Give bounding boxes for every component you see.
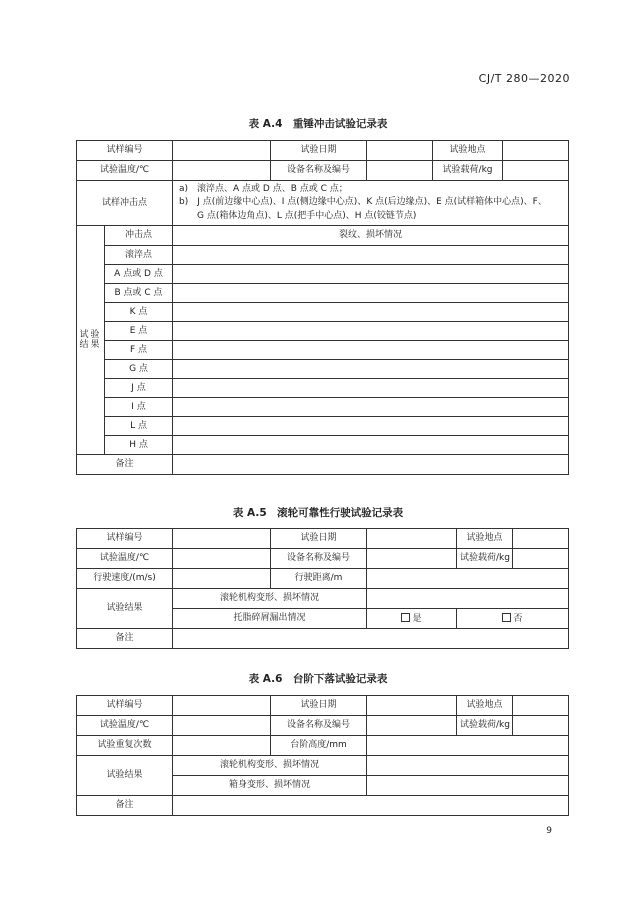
- table-row: [77, 246, 569, 265]
- table-row: [77, 716, 569, 736]
- value-cell: [503, 161, 569, 181]
- label-body-damage: 箱身变形、损坏情况: [173, 776, 367, 796]
- value-cell: [173, 736, 271, 756]
- label-debris-leak: 托脂碎屑漏出情况: [173, 609, 367, 629]
- table-row: [77, 629, 569, 649]
- value-cell: [173, 303, 569, 322]
- impact-note-b-cont: G 点(箱体边角点)、L 点(把手中心点)、H 点(铰链节点): [179, 210, 417, 221]
- label-remark: 备注: [77, 796, 173, 816]
- table-a4-caption: 表 A.4 重锤冲击试验记录表: [248, 118, 388, 130]
- impact-point-label: J 点: [105, 379, 173, 398]
- table-row: [77, 398, 569, 417]
- value-cell: [173, 141, 271, 161]
- value-cell: [173, 398, 569, 417]
- table-row: [77, 569, 569, 589]
- label-test-date: 试验日期: [271, 529, 367, 549]
- value-cell: [367, 776, 569, 796]
- label-test-site: 试验地点: [457, 696, 513, 716]
- value-cell: [367, 589, 569, 609]
- value-cell: [513, 696, 569, 716]
- value-cell: [367, 549, 457, 569]
- value-cell: [173, 629, 569, 649]
- value-cell: [173, 417, 569, 436]
- label-test-temperature: 试验温度/℃: [77, 161, 173, 181]
- value-cell: [367, 529, 457, 549]
- label-test-load: 试验载荷/kg: [457, 549, 513, 569]
- value-cell: [173, 379, 569, 398]
- page-number: 9: [546, 826, 552, 836]
- label-equipment: 设备名称及编号: [271, 161, 367, 181]
- label-test-result: 试验结果: [77, 589, 173, 629]
- column-header-impact-point: 冲击点: [105, 226, 173, 246]
- label-test-temperature: 试验温度/℃: [77, 549, 173, 569]
- table-row: [77, 756, 569, 776]
- checkbox-icon: [502, 613, 511, 622]
- value-cell: [367, 696, 457, 716]
- label-equipment: 设备名称及编号: [271, 716, 367, 736]
- label-equipment: 设备名称及编号: [271, 549, 367, 569]
- standard-number: CJ/T 280—2020: [478, 72, 570, 85]
- label-sample-no: 试样编号: [77, 529, 173, 549]
- label-sample-no: 试样编号: [77, 141, 173, 161]
- table-row: [77, 589, 569, 609]
- table-row: [77, 455, 569, 475]
- impact-point-label: I 点: [105, 398, 173, 417]
- value-cell: [173, 696, 271, 716]
- table-row: [77, 322, 569, 341]
- table-a4: [76, 140, 569, 475]
- value-cell: [173, 360, 569, 379]
- label-impact-points: 试样冲击点: [77, 181, 173, 226]
- value-cell: [367, 736, 569, 756]
- value-cell: [173, 284, 569, 303]
- label-test-site: 试验地点: [457, 529, 513, 549]
- value-cell: [367, 141, 433, 161]
- option-no-label: 否: [513, 613, 523, 624]
- value-cell: [513, 549, 569, 569]
- impact-point-label: 滚淬点: [105, 246, 173, 265]
- label-remark: 备注: [77, 629, 173, 649]
- table-row: [77, 436, 569, 455]
- value-cell: [173, 265, 569, 284]
- impact-note-b: b) J 点(前边缘中心点)、I 点(侧边缘中心点)、K 点(后边缘点)、E 点(试样箱体中心点)、F、: [179, 197, 547, 208]
- option-yes: [367, 609, 457, 629]
- value-cell: [173, 455, 569, 475]
- value-cell: [173, 322, 569, 341]
- label-test-load: 试验载荷/kg: [457, 716, 513, 736]
- impact-note-a: a) 滚淬点、A 点或 D 点、B 点或 C 点；: [179, 184, 348, 195]
- label-wheel-damage: 滚轮机构变形、损坏情况: [173, 589, 367, 609]
- table-row: [77, 181, 569, 226]
- impact-point-label: B 点或 C 点: [105, 284, 173, 303]
- value-cell: [367, 756, 569, 776]
- value-cell: [173, 529, 271, 549]
- label-test-result: 试验结果: [77, 226, 105, 455]
- table-row: [77, 360, 569, 379]
- table-a6: [76, 695, 569, 816]
- label-wheel-damage: 滚轮机构变形、损坏情况: [173, 756, 367, 776]
- value-cell: [367, 569, 569, 589]
- table-row: [77, 796, 569, 816]
- value-cell: [503, 141, 569, 161]
- impact-point-label: A 点或 D 点: [105, 265, 173, 284]
- impact-point-label: G 点: [105, 360, 173, 379]
- table-a5-caption: 表 A.5 滚轮可靠性行驶试验记录表: [232, 507, 404, 519]
- impact-point-label: E 点: [105, 322, 173, 341]
- impact-points-description: [173, 181, 569, 226]
- label-test-temperature: 试验温度/℃: [77, 716, 173, 736]
- table-row: [77, 303, 569, 322]
- label-remark: 备注: [77, 455, 173, 475]
- table-row: [77, 696, 569, 716]
- value-cell: [173, 549, 271, 569]
- value-cell: [173, 436, 569, 455]
- label-test-result: 试验结果: [77, 756, 173, 796]
- label-test-date: 试验日期: [271, 696, 367, 716]
- value-cell: [173, 716, 271, 736]
- table-row: [77, 141, 569, 161]
- value-cell: [173, 569, 271, 589]
- checkbox-icon: [401, 613, 410, 622]
- label-travel-speed: 行驶速度/(m/s): [77, 569, 173, 589]
- impact-point-label: F 点: [105, 341, 173, 360]
- label-travel-distance: 行驶距离/m: [271, 569, 367, 589]
- value-cell: [173, 161, 271, 181]
- table-row: [77, 284, 569, 303]
- table-a5: [76, 528, 569, 649]
- label-test-load: 试验载荷/kg: [433, 161, 503, 181]
- label-sample-no: 试样编号: [77, 696, 173, 716]
- impact-point-label: K 点: [105, 303, 173, 322]
- value-cell: [173, 796, 569, 816]
- table-row: [77, 226, 569, 246]
- value-cell: [513, 529, 569, 549]
- table-row: [77, 417, 569, 436]
- label-step-height: 台阶高度/mm: [271, 736, 367, 756]
- table-row: [77, 736, 569, 756]
- value-cell: [173, 246, 569, 265]
- table-row: [77, 529, 569, 549]
- table-row: [77, 549, 569, 569]
- table-row: [77, 161, 569, 181]
- impact-point-label: H 点: [105, 436, 173, 455]
- value-cell: [513, 716, 569, 736]
- column-header-damage: 裂纹、损坏情况: [173, 226, 569, 246]
- table-row: [77, 341, 569, 360]
- label-repeat-count: 试验重复次数: [77, 736, 173, 756]
- value-cell: [367, 716, 457, 736]
- option-yes-label: 是: [412, 613, 422, 624]
- label-test-site: 试验地点: [433, 141, 503, 161]
- value-cell: [173, 341, 569, 360]
- value-cell: [367, 161, 433, 181]
- impact-point-label: L 点: [105, 417, 173, 436]
- option-no: [457, 609, 569, 629]
- table-row: [77, 265, 569, 284]
- table-row: [77, 379, 569, 398]
- table-a6-caption: 表 A.6 台阶下落试验记录表: [248, 673, 388, 685]
- label-test-date: 试验日期: [271, 141, 367, 161]
